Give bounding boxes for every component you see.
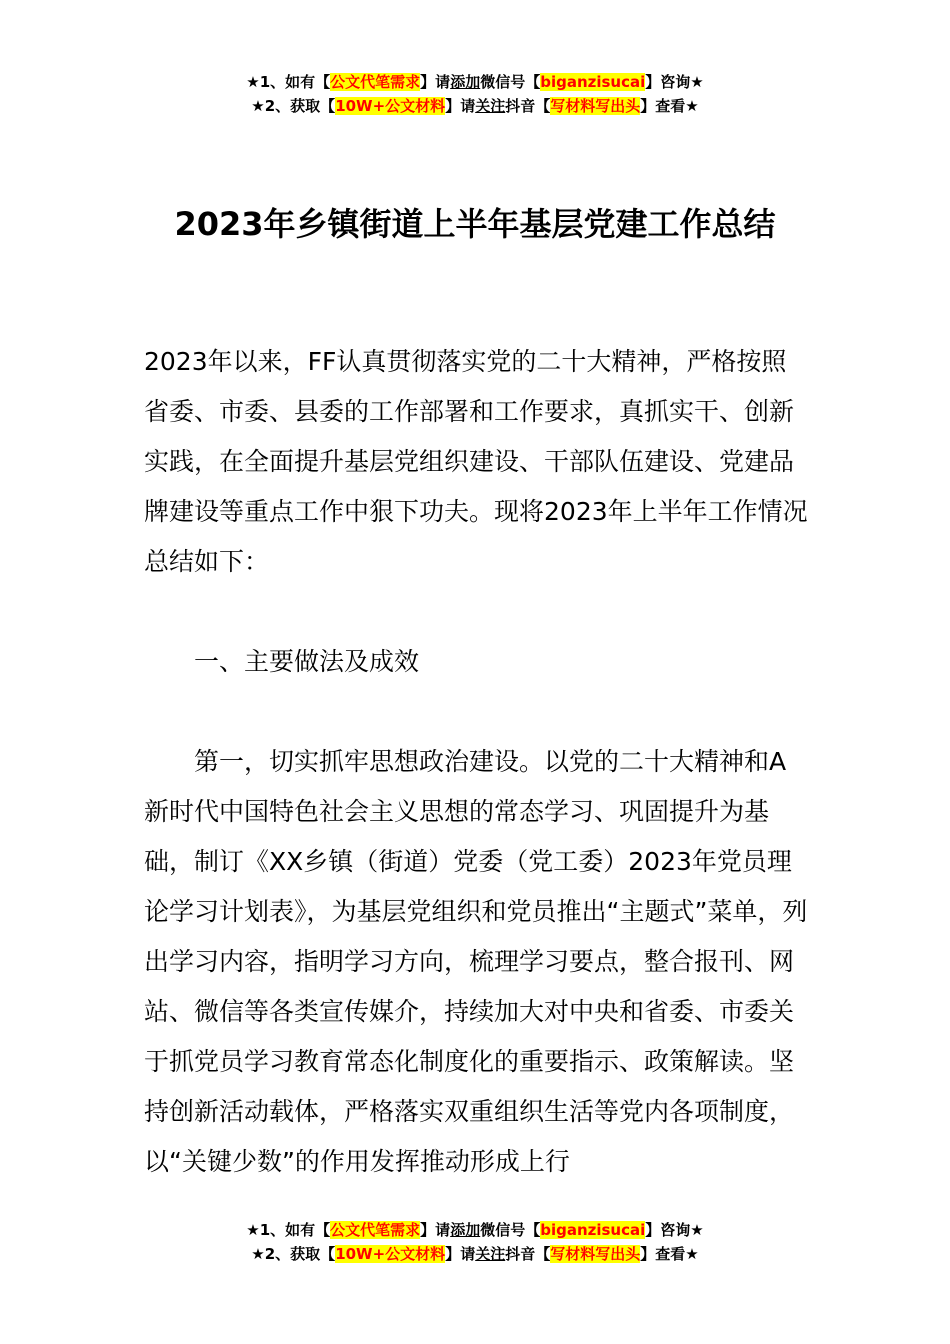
banner-highlight: 10W+公文材料 bbox=[335, 1245, 446, 1263]
banner-text: 】咨询★ bbox=[645, 73, 704, 91]
banner-underline: 添加 bbox=[450, 73, 481, 91]
banner-text: ★2、获取【 bbox=[251, 97, 336, 115]
banner-text: 】查看★ bbox=[640, 1245, 699, 1263]
banner-highlight: biganzisucai bbox=[540, 1221, 646, 1239]
banner-text: 】查看★ bbox=[640, 97, 699, 115]
banner-text: 抖音【 bbox=[505, 1245, 551, 1263]
document-title: 2023年乡镇街道上半年基层党建工作总结 bbox=[174, 205, 776, 243]
banner-highlight: biganzisucai bbox=[540, 73, 646, 91]
banner-line-2 bbox=[0, 94, 950, 118]
banner-text: ★2、获取【 bbox=[251, 1245, 336, 1263]
section-heading: 一、主要做法及成效 bbox=[194, 647, 420, 676]
banner-text: 微信号【 bbox=[480, 1221, 541, 1239]
banner-text: 】请 bbox=[420, 1221, 451, 1239]
bottom-banner bbox=[0, 1218, 950, 1266]
banner-line-1 bbox=[0, 70, 950, 94]
banner-underline: 关注 bbox=[475, 1245, 506, 1263]
banner-highlight: 10W+公文材料 bbox=[335, 97, 446, 115]
banner-text: ★1、如有【 bbox=[246, 73, 331, 91]
banner-line-2 bbox=[0, 1242, 950, 1266]
intro-paragraph: 2023年以来，FF认真贯彻落实党的二十大精神，严格按照省委、市委、县委的工作部署和工作要求，真抓实干、创新实践，在全面提升基层党组织建设、干部队伍建设、党建品牌建设等重点工作中狠下功夫。现将2023年上半年工作情况总结如下： bbox=[144, 347, 808, 576]
banner-text: 】咨询★ bbox=[645, 1221, 704, 1239]
banner-text: 微信号【 bbox=[480, 73, 541, 91]
body-paragraph: 第一，切实抓牢思想政治建设。以党的二十大精神和A新时代中国特色社会主义思想的常态学习、巩固提升为基础，制订《XX乡镇（街道）党委（党工委）2023年党员理论学习计划表》，为基层党组织和党员推出“主题式”菜单，列出学习内容，指明学习方向，梳理学习要点，整合报刊、网站、微信等各类宣传媒介，持续加大对中央和省委、市委关于抓党员学习教育常态化制度化的重要指示、政策解读。坚持创新活动载体，严格落实双重组织生活等党内各项制度，以“关键少数”的作用发挥推动形成上行 bbox=[144, 747, 808, 1176]
banner-text: 】请 bbox=[445, 1245, 476, 1263]
banner-line-1 bbox=[0, 1218, 950, 1242]
banner-underline: 关注 bbox=[475, 97, 506, 115]
banner-text: 】请 bbox=[420, 73, 451, 91]
banner-text: ★1、如有【 bbox=[246, 1221, 331, 1239]
banner-text: 抖音【 bbox=[505, 97, 551, 115]
top-banner bbox=[0, 70, 950, 118]
banner-highlight: 公文代笔需求 bbox=[330, 73, 421, 91]
banner-text: 】请 bbox=[445, 97, 476, 115]
banner-underline: 添加 bbox=[450, 1221, 481, 1239]
banner-highlight: 写材料写出头 bbox=[550, 97, 641, 115]
banner-highlight: 公文代笔需求 bbox=[330, 1221, 421, 1239]
banner-highlight: 写材料写出头 bbox=[550, 1245, 641, 1263]
